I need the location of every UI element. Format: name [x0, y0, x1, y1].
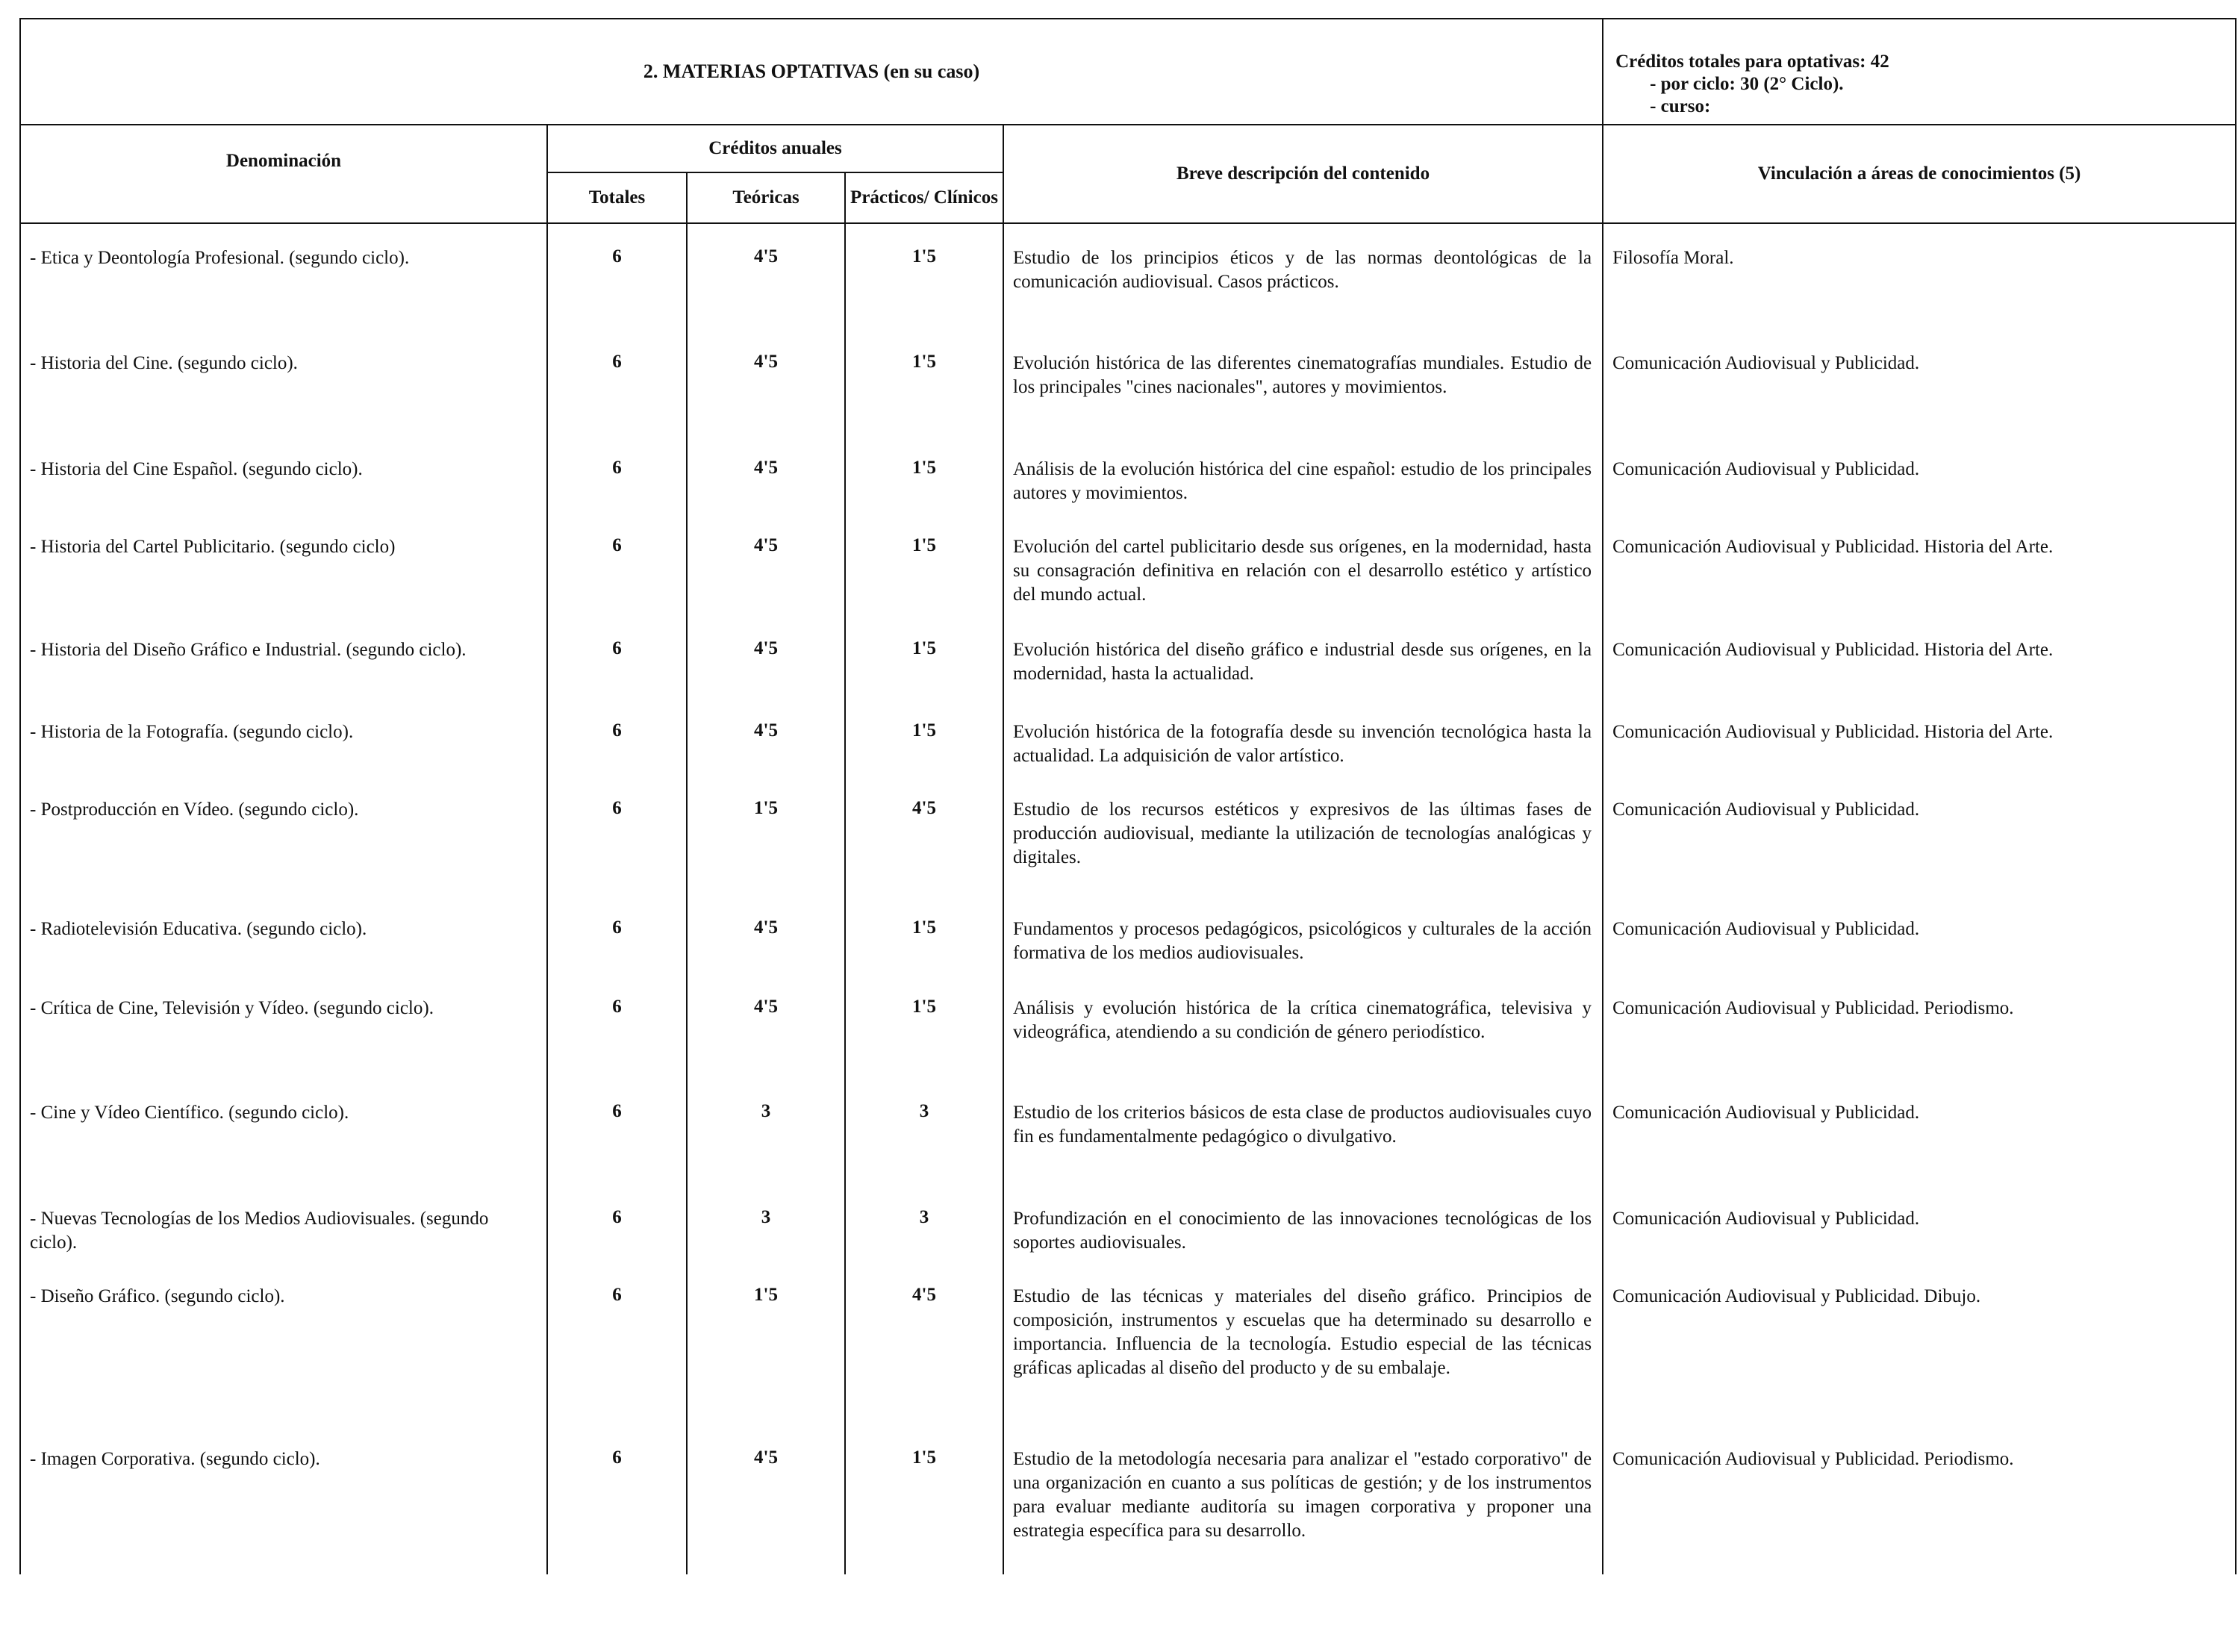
knowledge-area: Comunicación Audiovisual y Publicidad. Historia del Arte.: [1603, 513, 2236, 616]
knowledge-area: Comunicación Audiovisual y Publicidad.: [1603, 776, 2236, 895]
table-row: [20, 1079, 2236, 1185]
credits-totales: 6: [547, 1262, 687, 1425]
col-teoricas: Teóricas: [687, 172, 845, 223]
table-row: [20, 895, 2236, 974]
credits-totales: 6: [547, 698, 687, 776]
course-name: - Postproducción en Vídeo. (segundo ciclo).: [20, 776, 547, 895]
credits-totales: 6: [547, 1425, 687, 1574]
credits-practicos: 3: [845, 1079, 1003, 1185]
materias-optativas-table: [19, 18, 2237, 1574]
credits-course: - curso:: [1650, 96, 1711, 116]
knowledge-area: Comunicación Audiovisual y Publicidad.: [1603, 1079, 2236, 1185]
credits-teoricas: 4'5: [687, 974, 845, 1079]
credits-teoricas: 4'5: [687, 329, 845, 435]
table-row: [20, 974, 2236, 1079]
credits-totales: 6: [547, 435, 687, 513]
knowledge-area: Comunicación Audiovisual y Publicidad. Periodismo.: [1603, 974, 2236, 1079]
credits-totales: 6: [547, 223, 687, 329]
credits-totales: 6: [547, 329, 687, 435]
credits-practicos: 3: [845, 1185, 1003, 1262]
knowledge-area: Comunicación Audiovisual y Publicidad.: [1603, 435, 2236, 513]
table-row: [20, 1425, 2236, 1574]
course-name: - Cine y Vídeo Científico. (segundo ciclo).: [20, 1079, 547, 1185]
credits-teoricas: 1'5: [687, 1262, 845, 1425]
credits-practicos: 4'5: [845, 1262, 1003, 1425]
knowledge-area: Filosofía Moral.: [1603, 223, 2236, 329]
credits-totales: 6: [547, 1079, 687, 1185]
course-name: - Crítica de Cine, Televisión y Vídeo. (segundo ciclo).: [20, 974, 547, 1079]
credits-teoricas: 3: [687, 1185, 845, 1262]
course-description: Estudio de los principios éticos y de las normas deontológicas de la comunicación audiovisual. Casos prácticos.: [1003, 223, 1603, 329]
credits-teoricas: 3: [687, 1079, 845, 1185]
course-description: Estudio de las técnicas y materiales del diseño gráfico. Principios de composición, instrumentos y escuelas que ha determinado su desarrollo e importancia. Influencia de la tecnología. Estudio especial de las técnicas gráficas aplicadas al diseño del producto y de su embalaje.: [1003, 1262, 1603, 1425]
credits-teoricas: 4'5: [687, 513, 845, 616]
course-name: - Radiotelevisión Educativa. (segundo ciclo).: [20, 895, 547, 974]
col-denominacion: Denominación: [20, 125, 547, 223]
course-description: Fundamentos y procesos pedagógicos, psicológicos y culturales de la acción formativa de los medios audiovisuales.: [1003, 895, 1603, 974]
credits-practicos: 1'5: [845, 1425, 1003, 1574]
table-row: [20, 223, 2236, 329]
table-row: [20, 435, 2236, 513]
credits-practicos: 1'5: [845, 974, 1003, 1079]
course-name: - Nuevas Tecnologías de los Medios Audiovisuales. (segundo ciclo).: [20, 1185, 547, 1262]
course-name: - Historia de la Fotografía. (segundo ciclo).: [20, 698, 547, 776]
table-row: [20, 329, 2236, 435]
course-name: - Historia del Cine. (segundo ciclo).: [20, 329, 547, 435]
credits-practicos: 1'5: [845, 223, 1003, 329]
section-title: 2. MATERIAS OPTATIVAS (en su caso): [20, 19, 1603, 125]
course-name: - Historia del Cine Español. (segundo ciclo).: [20, 435, 547, 513]
knowledge-area: Comunicación Audiovisual y Publicidad. Historia del Arte.: [1603, 698, 2236, 776]
credits-practicos: 1'5: [845, 895, 1003, 974]
course-rows: [20, 223, 2236, 1574]
credits-totales: 6: [547, 974, 687, 1079]
knowledge-area: Comunicación Audiovisual y Publicidad.: [1603, 1185, 2236, 1262]
credits-practicos: 1'5: [845, 616, 1003, 698]
credits-teoricas: 4'5: [687, 223, 845, 329]
course-description: Estudio de la metodología necesaria para analizar el "estado corporativo" de una organización en cuanto a sus políticas de gestión; y de los instrumentos para evaluar mediante auditoría su imagen corporativa y proponer una estrategia específica para su desarrollo.: [1003, 1425, 1603, 1574]
col-practicos: Prácticos/ Clínicos: [845, 172, 1003, 223]
knowledge-area: Comunicación Audiovisual y Publicidad.: [1603, 895, 2236, 974]
knowledge-area: Comunicación Audiovisual y Publicidad. Dibujo.: [1603, 1262, 2236, 1425]
table-row: [20, 616, 2236, 698]
course-name: - Imagen Corporativa. (segundo ciclo).: [20, 1425, 547, 1574]
course-description: Profundización en el conocimiento de las innovaciones tecnológicas de los soportes audiovisuales.: [1003, 1185, 1603, 1262]
materias-optativas-table-frame: [19, 18, 2235, 1574]
credits-totales: 6: [547, 1185, 687, 1262]
course-description: Análisis y evolución histórica de la crítica cinematográfica, televisiva y videográfica, atendiendo a su condición de género periodístico.: [1003, 974, 1603, 1079]
col-vinculacion: Vinculación a áreas de conocimientos (5): [1603, 125, 2236, 223]
course-description: Estudio de los recursos estéticos y expresivos de las últimas fases de producción audiovisual, mediante la utilización de tecnologías analógicas y digitales.: [1003, 776, 1603, 895]
course-description: Evolución histórica de las diferentes cinematografías mundiales. Estudio de los principales "cines nacionales", autores y movimientos.: [1003, 329, 1603, 435]
course-name: - Diseño Gráfico. (segundo ciclo).: [20, 1262, 547, 1425]
table-row: [20, 1185, 2236, 1262]
credits-summary: [1603, 19, 2236, 125]
col-creditos-anuales: Créditos anuales: [547, 125, 1003, 172]
credits-practicos: 1'5: [845, 698, 1003, 776]
col-totales: Totales: [547, 172, 687, 223]
table-row: [20, 776, 2236, 895]
knowledge-area: Comunicación Audiovisual y Publicidad.: [1603, 329, 2236, 435]
credits-totales: 6: [547, 776, 687, 895]
credits-total: Créditos totales para optativas: 42: [1615, 52, 1889, 72]
credits-teoricas: 4'5: [687, 1425, 845, 1574]
course-name: - Etica y Deontología Profesional. (segundo ciclo).: [20, 223, 547, 329]
knowledge-area: Comunicación Audiovisual y Publicidad. Historia del Arte.: [1603, 616, 2236, 698]
col-descripcion: Breve descripción del contenido: [1003, 125, 1603, 223]
credits-teoricas: 4'5: [687, 616, 845, 698]
credits-totales: 6: [547, 513, 687, 616]
credits-practicos: 1'5: [845, 513, 1003, 616]
course-name: - Historia del Diseño Gráfico e Industrial. (segundo ciclo).: [20, 616, 547, 698]
credits-totales: 6: [547, 895, 687, 974]
table-row: [20, 1262, 2236, 1425]
table-row: [20, 698, 2236, 776]
credits-teoricas: 4'5: [687, 895, 845, 974]
credits-teoricas: 4'5: [687, 435, 845, 513]
course-description: Evolución histórica del diseño gráfico e industrial desde sus orígenes, en la modernidad, hasta la actualidad.: [1003, 616, 1603, 698]
credits-teoricas: 1'5: [687, 776, 845, 895]
credits-cycle: - por ciclo: 30 (2° Ciclo).: [1650, 74, 1844, 94]
credits-practicos: 1'5: [845, 329, 1003, 435]
course-description: Evolución del cartel publicitario desde sus orígenes, en la modernidad, hasta su consagración definitiva en relación con el desarrollo estético y artístico del mundo actual.: [1003, 513, 1603, 616]
course-description: Evolución histórica de la fotografía desde su invención tecnológica hasta la actualidad. La adquisición de valor artístico.: [1003, 698, 1603, 776]
credits-teoricas: 4'5: [687, 698, 845, 776]
credits-practicos: 4'5: [845, 776, 1003, 895]
course-name: - Historia del Cartel Publicitario. (segundo ciclo): [20, 513, 547, 616]
table-row: [20, 513, 2236, 616]
knowledge-area: Comunicación Audiovisual y Publicidad. Periodismo.: [1603, 1425, 2236, 1574]
course-description: Análisis de la evolución histórica del cine español: estudio de los principales autores y movimientos.: [1003, 435, 1603, 513]
credits-totales: 6: [547, 616, 687, 698]
credits-practicos: 1'5: [845, 435, 1003, 513]
course-description: Estudio de los criterios básicos de esta clase de productos audiovisuales cuyo fin es fundamentalmente pedagógico o divulgativo.: [1003, 1079, 1603, 1185]
